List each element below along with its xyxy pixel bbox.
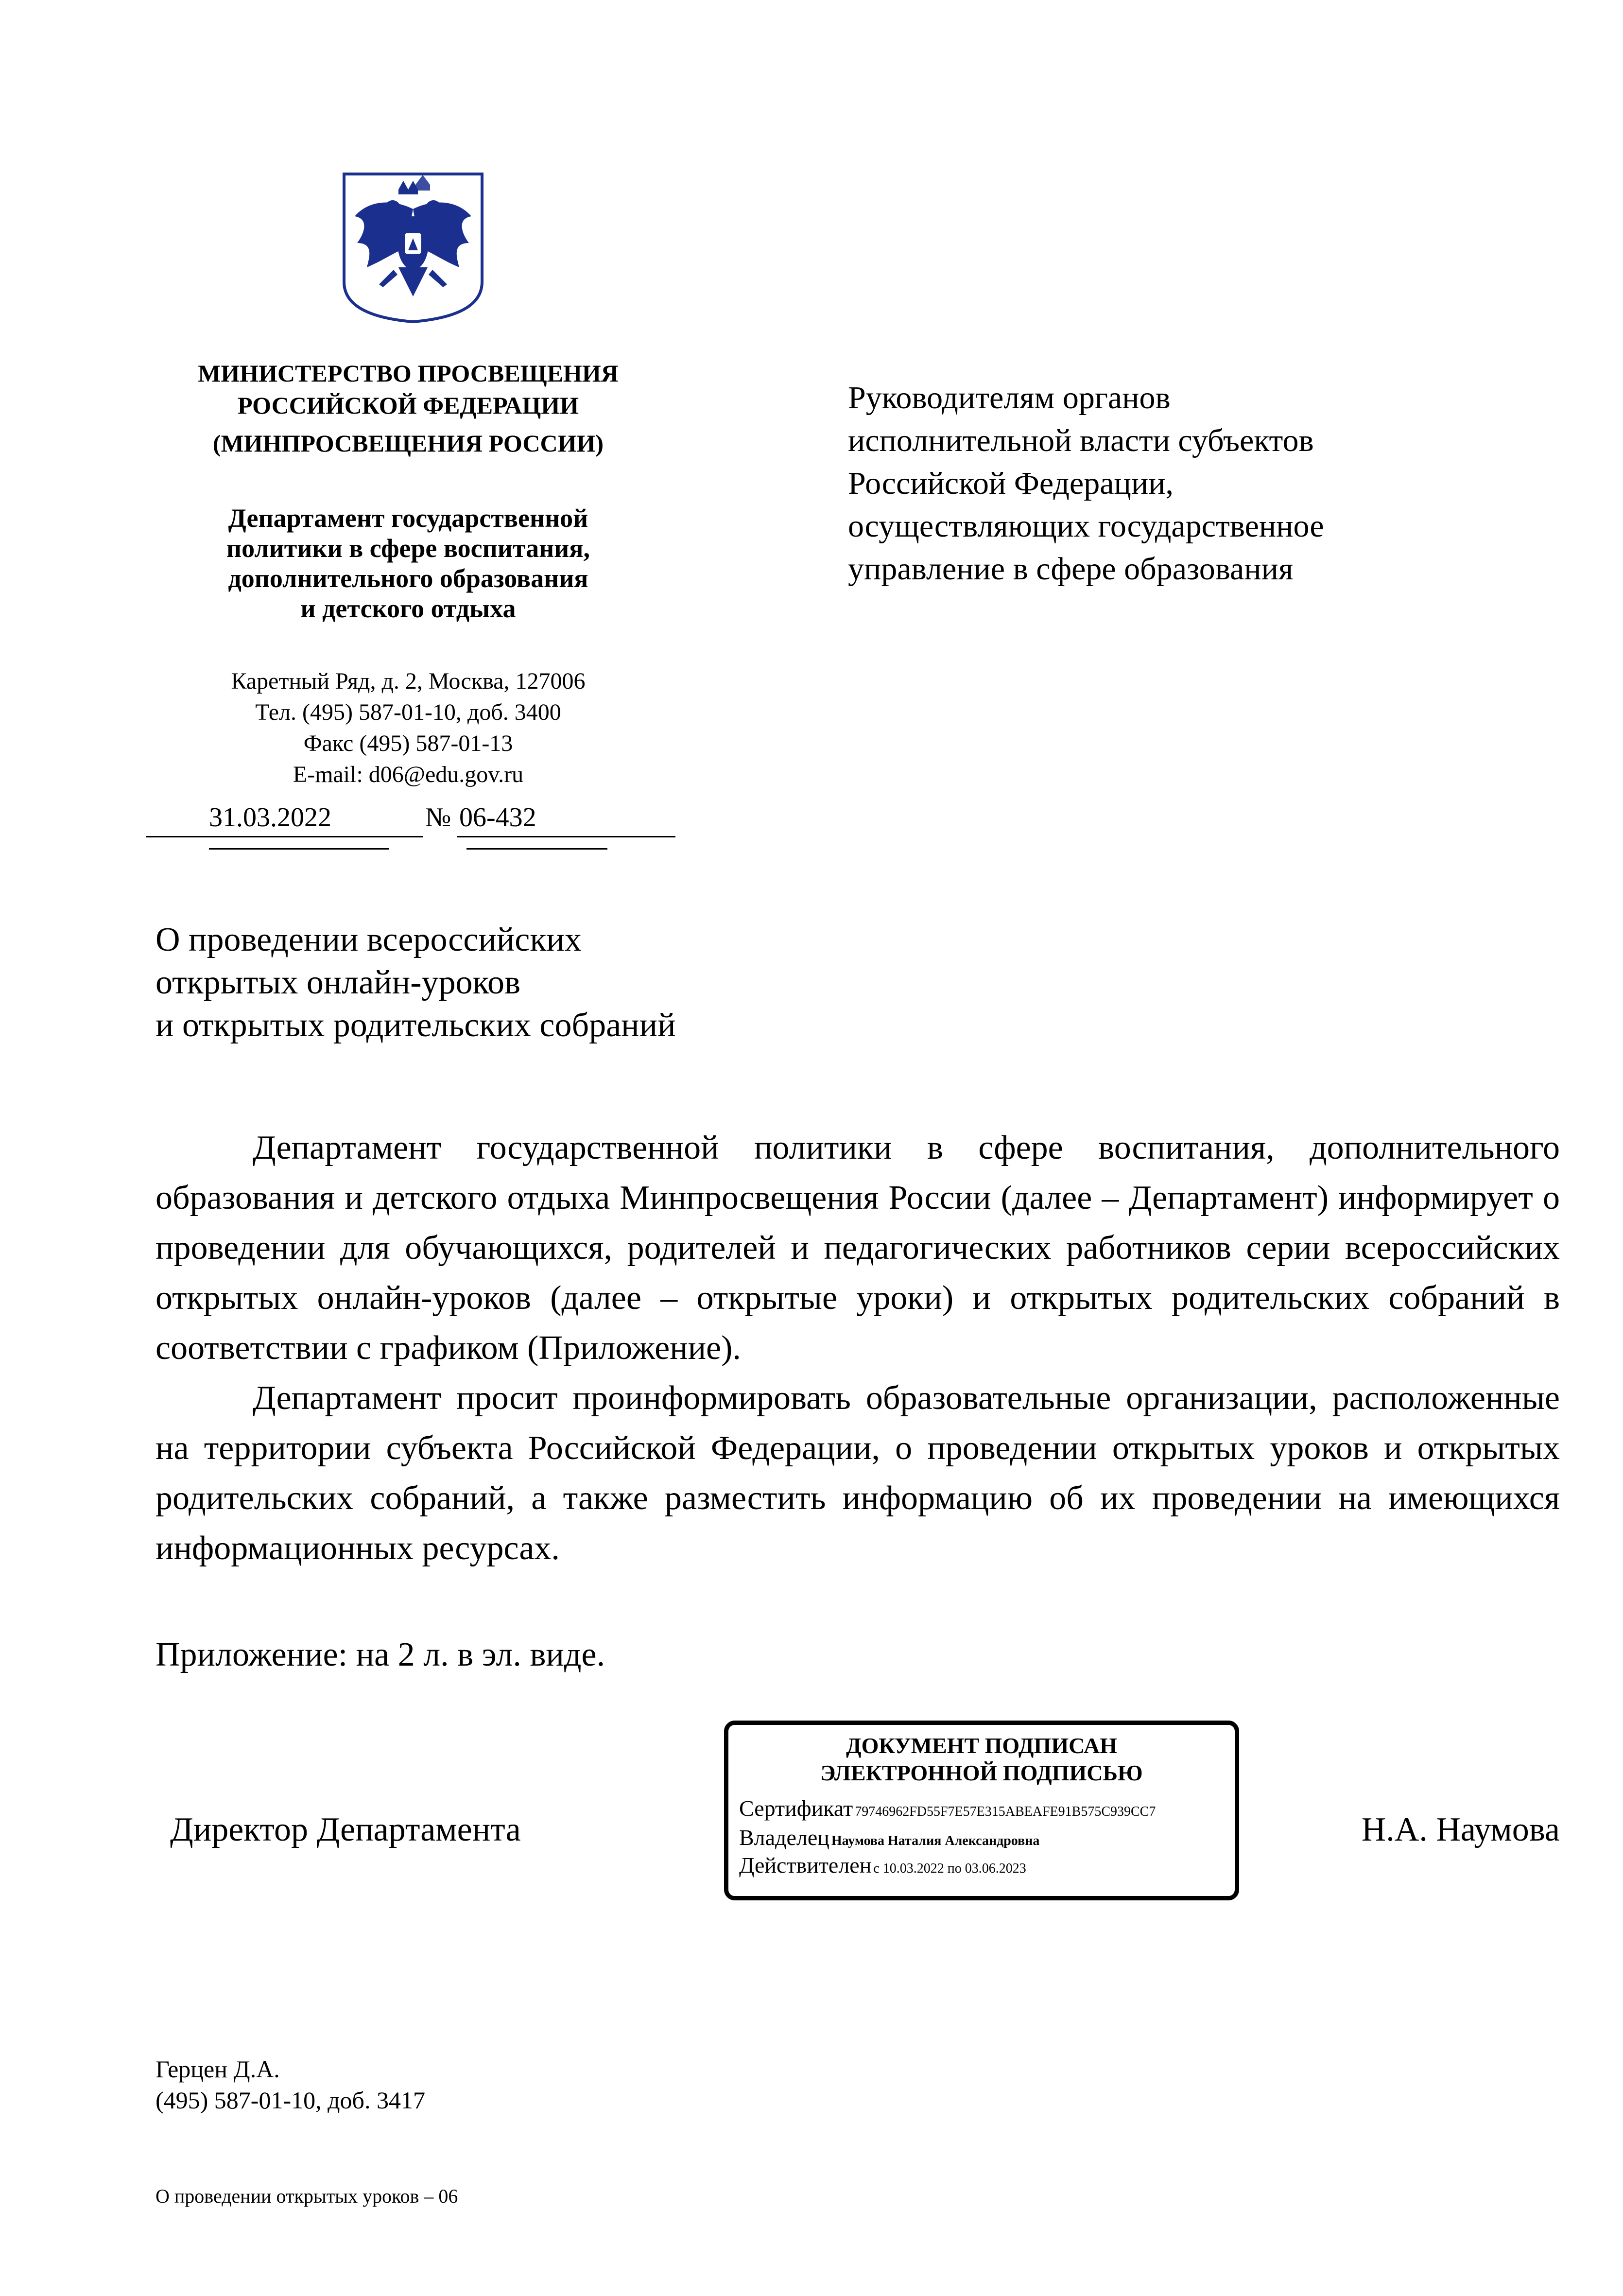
stamp-title-line: ДОКУМЕНТ ПОДПИСАН	[846, 1733, 1118, 1758]
number-sign: №	[425, 802, 451, 833]
subject-line: и открытых родительских собраний	[155, 1007, 676, 1044]
department-line: политики в сфере воспитания,	[226, 534, 590, 563]
department-line: дополнительного образования	[228, 564, 588, 593]
date-underline-lower	[209, 848, 389, 850]
certificate-value: 79746962FD55F7E57E315ABEAFE91B575C939CC7	[855, 1804, 1156, 1819]
number-underline-lower	[466, 848, 607, 850]
appendix-note: Приложение: на 2 л. в эл. виде.	[155, 1636, 605, 1673]
executor-phone: (495) 587-01-10, доб. 3417	[155, 2087, 425, 2114]
coat-of-arms-icon	[340, 170, 486, 326]
body-paragraph: Департамент государственной политики в сфере воспитания, дополнительного образования и детского отдыха Минпросвещения России (далее – Департамент) информирует о проведении для обучающихся, родителей и педагогических работников серии всероссийских открытых онлайн-уроков (далее – открытые уроки) и открытых родительских собраний в соответствии с графиком (Приложение).	[155, 1129, 1560, 1367]
ministry-line: (МИНПРОСВЕЩЕНИЯ РОССИИ)	[212, 430, 604, 457]
signatory-name: Н.А. Наумова	[1361, 1811, 1560, 1848]
number-underline	[457, 836, 675, 837]
ministry-line: МИНИСТЕРСТВО ПРОСВЕЩЕНИЯ	[198, 360, 619, 387]
owner-label: Владелец	[739, 1825, 829, 1850]
certificate-label: Сертификат	[739, 1796, 853, 1821]
addressee-line: исполнительной власти субъектов	[848, 423, 1314, 458]
letter-subject	[155, 919, 836, 1047]
date-underline	[146, 836, 423, 837]
stamp-owner-row	[739, 1825, 1039, 1850]
contact-info	[146, 666, 671, 790]
contact-line: Тел. (495) 587-01-10, доб. 3400	[255, 699, 561, 725]
subject-line: О проведении всероссийских	[155, 921, 582, 958]
contact-line: Факс (495) 587-01-13	[303, 731, 513, 756]
letter-body	[155, 1123, 1560, 1573]
stamp-title	[728, 1732, 1235, 1787]
subject-line: открытых онлайн-уроков	[155, 964, 521, 1001]
valid-value: с 10.03.2022 по 03.06.2023	[873, 1861, 1026, 1876]
department-line: Департамент государственной	[228, 504, 588, 533]
contact-line: Каретный Ряд, д. 2, Москва, 127006	[231, 668, 586, 694]
addressee-line: Российской Федерации,	[848, 466, 1174, 501]
executor-name: Герцен Д.А.	[155, 2055, 280, 2083]
signatory-position: Директор Департамента	[170, 1811, 521, 1848]
ministry-line: РОССИЙСКОЙ ФЕДЕРАЦИИ	[237, 392, 579, 419]
contact-line: E-mail: d06@edu.gov.ru	[293, 762, 524, 787]
stamp-certificate-row	[739, 1795, 1156, 1821]
addressee-line: управление в сфере образования	[848, 551, 1294, 587]
footer-note: О проведении открытых уроков – 06	[155, 2185, 458, 2207]
addressee	[848, 377, 1553, 591]
ministry-name	[146, 357, 671, 459]
document-date: 31.03.2022	[209, 802, 331, 833]
stamp-valid-row	[739, 1852, 1026, 1878]
document-number: 06-432	[459, 802, 536, 833]
stamp-title-line: ЭЛЕКТРОННОЙ ПОДПИСЬЮ	[820, 1760, 1143, 1785]
electronic-signature-stamp	[724, 1721, 1239, 1900]
valid-label: Действителен	[739, 1853, 872, 1878]
addressee-line: Руководителям органов	[848, 380, 1171, 416]
executor-info	[155, 2053, 425, 2116]
department-line: и детского отдыха	[300, 594, 516, 623]
registration-line	[146, 797, 680, 836]
department-name	[146, 503, 671, 624]
addressee-line: осуществляющих государственное	[848, 508, 1324, 544]
owner-value: Наумова Наталия Александровна	[831, 1833, 1040, 1848]
body-paragraph: Департамент просит проинформировать образовательные организации, расположенные на территории субъекта Российской Федерации, о проведении открытых уроков и открытых родительских собраний, а также разместить информацию об их проведении на имеющихся информационных ресурсах.	[155, 1379, 1560, 1567]
